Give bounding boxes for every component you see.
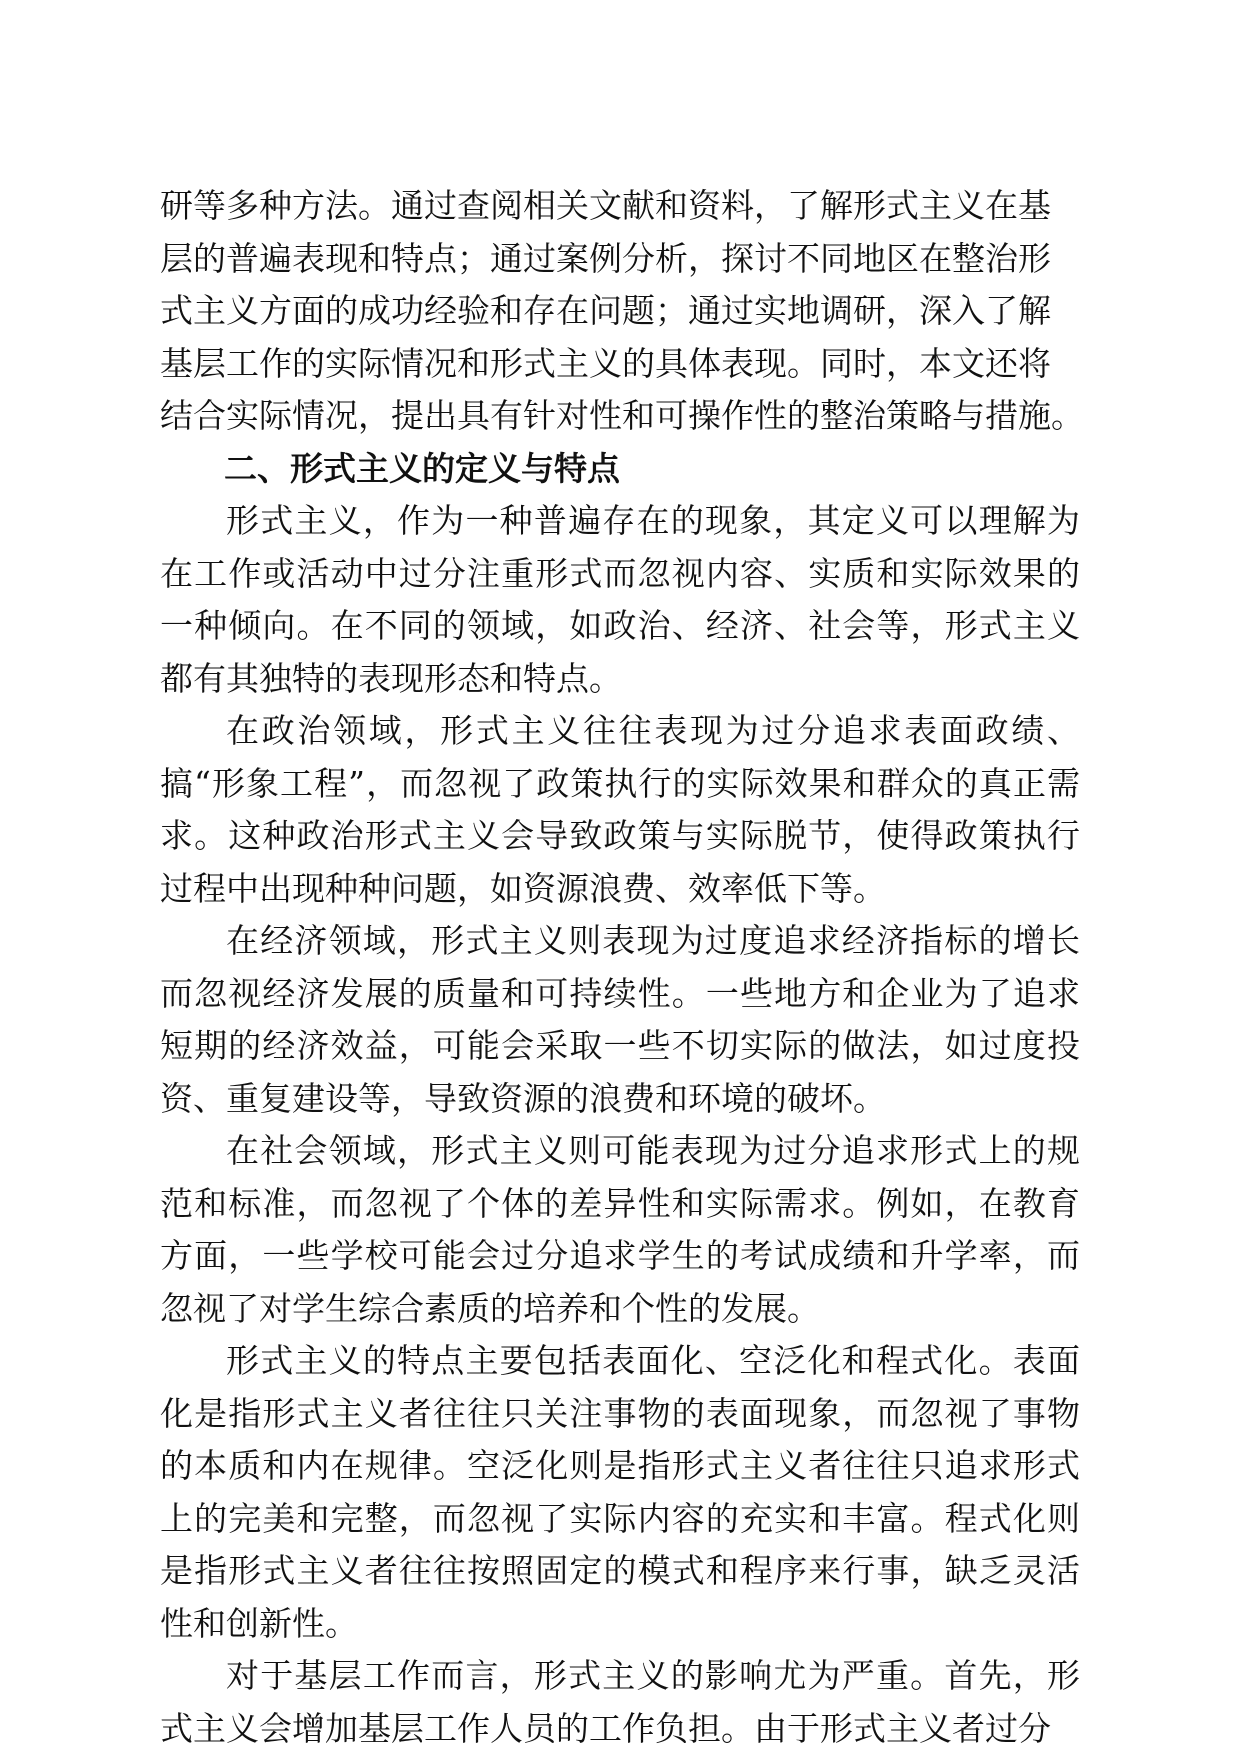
text-line: 层的普遍表现和特点；通过案例分析，探讨不同地区在整治形 <box>160 238 1051 278</box>
text-line: 结合实际情况，提出具有针对性和可操作性的整治策略与措施。 <box>160 396 1084 435</box>
paragraph-definition: 形式主义，作为一种普遍存在的现象，其定义可以理解为在工作或活动中过分注重形式而忽视内容、实质和实际效果的一种倾向。在不同的领域，如政治、经济、社会等，形式主义都有其独特的表现形态和特点。 <box>160 501 1080 698</box>
text-line: 研等多种方法。通过查阅相关文献和资料，了解形式主义在基 <box>160 186 1051 225</box>
paragraph-social: 在社会领域，形式主义则可能表现为过分追求形式上的规范和标准，而忽视了个体的差异性和实际需求。例如，在教育方面，一些学校可能会过分追求学生的考试成绩和升学率，而忽视了对学生综合素质的培养和个性的发展。 <box>160 1131 1080 1328</box>
continuation-paragraph <box>160 180 1084 443</box>
paragraph-political: 在政治领域，形式主义往往表现为过分追求表面政绩、搞“形象工程”，而忽视了政策执行的实际效果和群众的真正需求。这种政治形式主义会导致政策与实际脱节，使得政策执行过程中出现种种问题，如资源浪费、效率低下等。 <box>160 711 1080 908</box>
text-line: 式主义方面的成功经验和存在问题；通过实地调研，深入了解 <box>160 291 1051 330</box>
paragraph-grassroots-impact: 对于基层工作而言，形式主义的影响尤为严重。首先，形式主义会增加基层工作人员的工作负担。由于形式主义者过分 <box>160 1656 1080 1748</box>
document-body <box>160 180 1084 1755</box>
paragraph-characteristics: 形式主义的特点主要包括表面化、空泛化和程式化。表面化是指形式主义者往往只关注事物的表面现象，而忽视了事物的本质和内在规律。空泛化则是指形式主义者往往只追求形式上的完美和完整，而忽视了实际内容的充实和丰富。程式化则是指形式主义者往往按照固定的模式和程序来行事，缺乏灵活性和创新性。 <box>160 1341 1080 1643</box>
section-heading: 二、形式主义的定义与特点 <box>224 448 620 488</box>
paragraph-economic: 在经济领域，形式主义则表现为过度追求经济指标的增长而忽视经济发展的质量和可持续性。一些地方和企业为了追求短期的经济效益，可能会采取一些不切实际的做法，如过度投资、重复建设等，导致资源的浪费和环境的破坏。 <box>160 921 1080 1118</box>
text-line: 基层工作的实际情况和形式主义的具体表现。同时，本文还将 <box>160 343 1051 383</box>
